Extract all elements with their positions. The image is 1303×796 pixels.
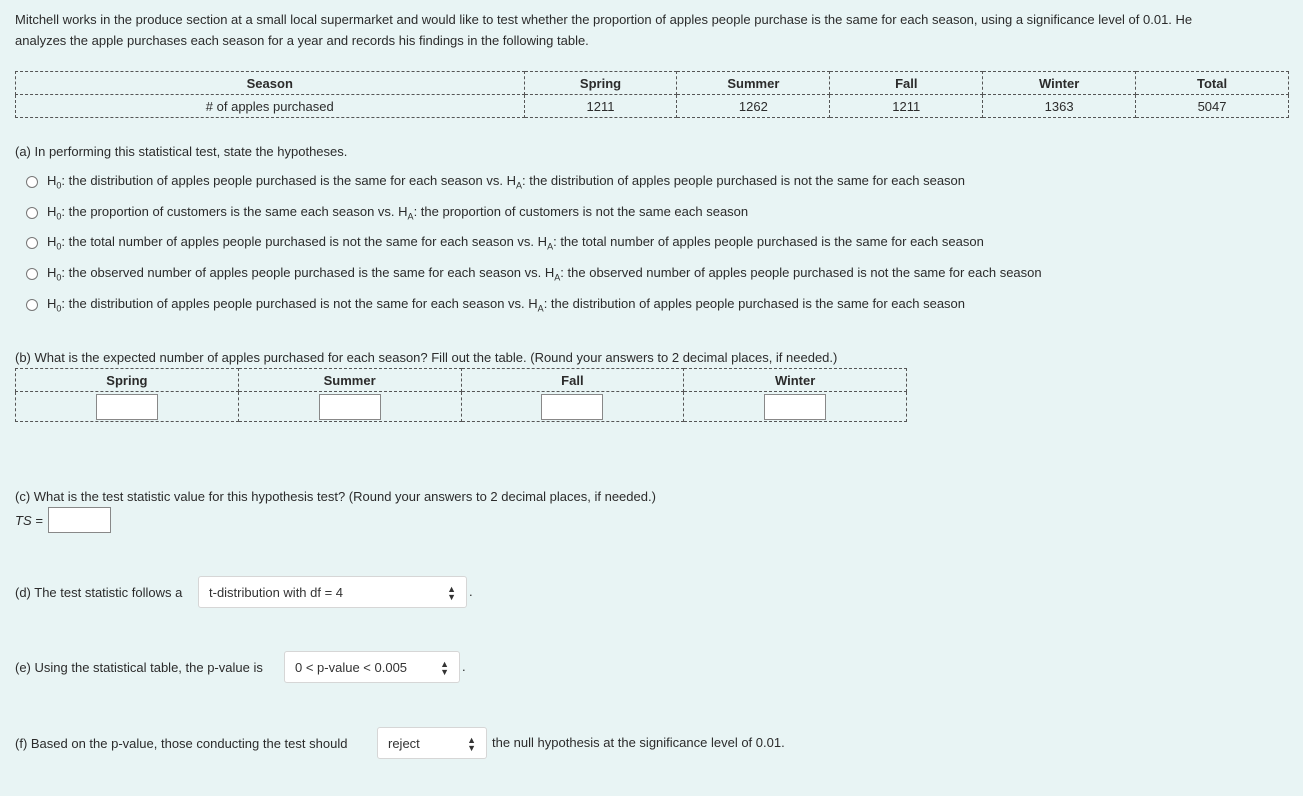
row-label: # of apples purchased xyxy=(16,95,525,118)
header-winter: Winter xyxy=(684,369,907,392)
select-arrows-icon: ▲ ▼ xyxy=(440,659,449,677)
hypothesis-option-2[interactable] xyxy=(26,203,748,223)
part-a-label: (a) In performing this statistical test, state the hypotheses. xyxy=(15,144,348,159)
distribution-select-value: t-distribution with df = 4 xyxy=(209,584,344,600)
header-fall: Fall xyxy=(830,72,983,95)
part-e-suffix: . xyxy=(462,659,466,674)
intro-line-2: analyzes the apple purchases each season for a year and records his findings in the following table. xyxy=(15,33,589,48)
cell-fall: 1211 xyxy=(830,95,983,118)
radio-button[interactable] xyxy=(26,207,38,219)
expected-winter-input[interactable] xyxy=(764,394,826,420)
option-text: $H_0$: the total number of apples people purchased is not the same for each season vs. $H_A$: the total number of apples people purchased is the same for each season xyxy=(47,234,984,252)
part-f-label: (f) Based on the p-value, those conducting the test should xyxy=(15,736,348,751)
header-summer: Summer xyxy=(238,369,461,392)
cell-total: 5047 xyxy=(1136,95,1289,118)
cell-spring: 1211 xyxy=(524,95,677,118)
option-text: $H_0$: the observed number of apples people purchased is the same for each season vs. $H_A$: the observed number of apples people purchased is not the same for each season xyxy=(47,265,1042,283)
part-c-label: (c) What is the test statistic value for this hypothesis test? (Round your answers to 2 decimal places, if needed.) xyxy=(15,489,656,504)
header-spring: Spring xyxy=(524,72,677,95)
decision-select-value: reject xyxy=(388,735,420,751)
cell-summer: 1262 xyxy=(677,95,830,118)
header-winter: Winter xyxy=(983,72,1136,95)
expected-summer-input[interactable] xyxy=(319,394,381,420)
header-spring: Spring xyxy=(16,369,239,392)
test-statistic-input[interactable] xyxy=(48,507,111,533)
p-value-select-value: 0 < p-value < 0.005 xyxy=(295,659,408,675)
part-d-label: (d) The test statistic follows a xyxy=(15,585,183,600)
part-b-label: (b) What is the expected number of apples purchased for each season? Fill out the table. (Round your answers to 2 decimal places, if needed.) xyxy=(15,350,838,365)
header-total: Total xyxy=(1136,72,1289,95)
intro-line-1: Mitchell works in the produce section at a small local supermarket and would like to test whether the proportion of apples people purchase is the same for each season, using a significance level of 0.01. He xyxy=(15,12,1193,27)
ts-label: TS = xyxy=(15,512,43,528)
problem-intro xyxy=(15,9,1290,51)
header-fall: Fall xyxy=(461,369,684,392)
header-season: Season xyxy=(16,72,525,95)
cell-winter: 1363 xyxy=(983,95,1136,118)
hypothesis-option-5[interactable] xyxy=(26,295,965,315)
part-e-label: (e) Using the statistical table, the p-value is xyxy=(15,660,263,675)
radio-button[interactable] xyxy=(26,176,38,188)
test-statistic-row xyxy=(15,507,111,533)
radio-button[interactable] xyxy=(26,268,38,280)
distribution-select[interactable] xyxy=(198,576,467,608)
expected-counts-table xyxy=(15,368,907,422)
option-text: $H_0$: the distribution of apples people purchased is the same for each season vs. $H_A$: the distribution of apples people purchased is not the same for each season xyxy=(47,173,966,191)
option-text: $H_0$: the distribution of apples people purchased is not the same for each season vs. $H_A$: the distribution of apples people purchased is the same for each season xyxy=(47,296,966,314)
radio-button[interactable] xyxy=(26,237,38,249)
option-text: $H_0$: the proportion of customers is the same each season vs. $H_A$: the proportion of customers is not the same each season xyxy=(47,204,749,222)
hypothesis-option-4[interactable] xyxy=(26,264,1042,284)
expected-spring-input[interactable] xyxy=(96,394,158,420)
p-value-select[interactable] xyxy=(284,651,460,683)
header-summer: Summer xyxy=(677,72,830,95)
hypothesis-option-1[interactable] xyxy=(26,172,965,192)
radio-button[interactable] xyxy=(26,299,38,311)
expected-fall-input[interactable] xyxy=(541,394,603,420)
part-d-suffix: . xyxy=(469,584,473,599)
part-f-suffix: the null hypothesis at the significance level of 0.01. xyxy=(492,735,785,750)
select-arrows-icon: ▲ ▼ xyxy=(467,735,476,753)
select-arrows-icon: ▲ ▼ xyxy=(447,584,456,602)
decision-select[interactable] xyxy=(377,727,487,759)
observed-data-table xyxy=(15,71,1289,118)
hypothesis-option-3[interactable] xyxy=(26,233,984,253)
